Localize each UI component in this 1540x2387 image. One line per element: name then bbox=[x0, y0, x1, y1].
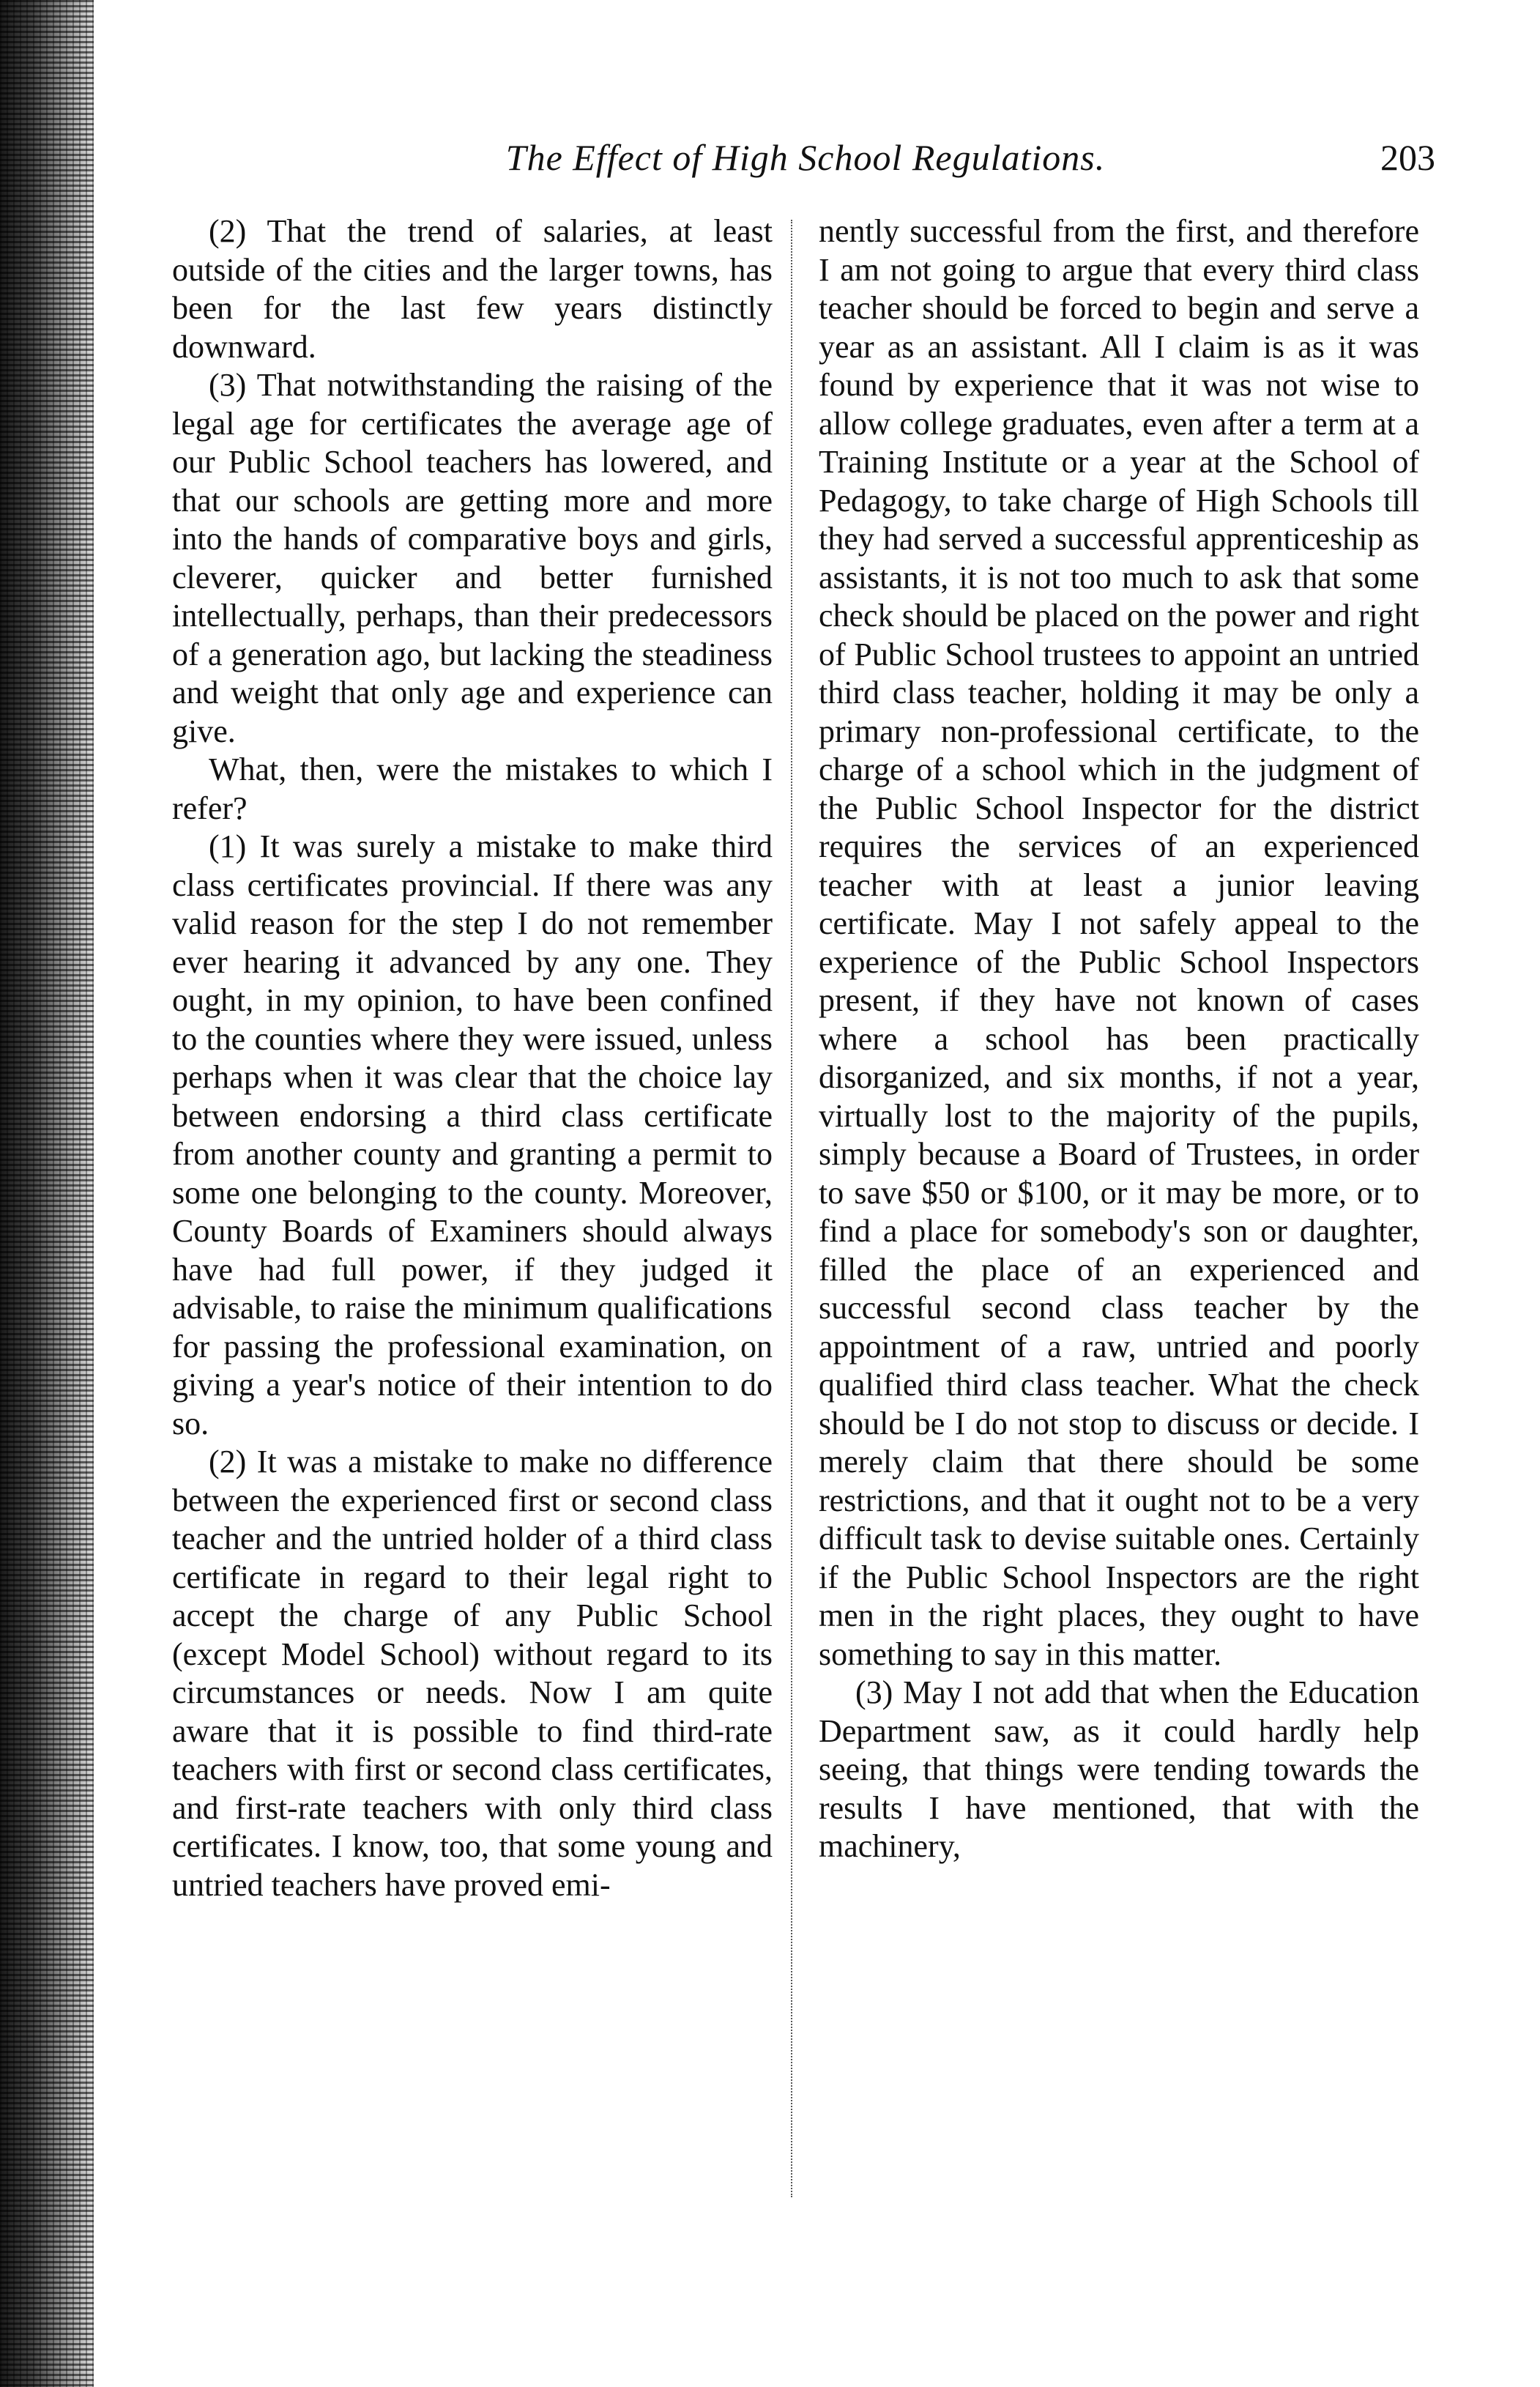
paragraph: (1) It was surely a mistake to make third class certificates provincial. If there was any valid reason for the step I do not remember ever hearing it advanced by any one. They ought, in my opinion, to have been confined to the counties where they were issued, unless perhaps when it was clear that the choice lay between endorsing a third class certificate from another county and granting a permit to some one belonging to the county. Moreover, County Boards of Examiners should always have had full power, if they judged it advisable, to raise the minimum qualifications for passing the professional examination, on giving a year's notice of their intention to do so. bbox=[172, 828, 773, 1441]
paragraph: What, then, were the mistakes to which I refer? bbox=[172, 751, 773, 826]
running-title: The Effect of High School Regulations. bbox=[505, 137, 1106, 178]
right-column bbox=[819, 212, 1419, 1866]
paragraph: (2) It was a mistake to make no difference between the experienced first or second class teacher and the untried holder of a third class certificate in regard to their legal right to accept the charge of any Public School (except Model School) without regard to its circumstances or needs. Now I am quite aware that it is possible to find third-rate teachers with first or second class certificates, and first-rate teachers with only third class certificates. I know, too, that some young and untried teachers have proved emi- bbox=[172, 1444, 773, 1903]
running-head bbox=[176, 128, 1435, 187]
paragraph: (2) That the trend of salaries, at least outside of the cities and the larger towns, has been for the last few years distinctly downward. bbox=[172, 213, 773, 365]
paragraph: (3) That notwithstanding the raising of the legal age for certificates the average age of our Public School teachers has lowered, and that our schools are getting more and more into the hands of comparative boys and girls, cleverer, quicker and better furnished intellectually, perhaps, than their predecessors of a generation ago, but lacking the steadiness and weight that only age and experience can give. bbox=[172, 367, 773, 749]
paragraph: (3) May I not add that when the Education Department saw, as it could hardly help seeing, that things were tending towards the results I have mentioned, that with the machinery, bbox=[819, 1674, 1419, 1864]
paragraph: nently successful from the first, and therefore I am not going to argue that every third class teacher should be forced to begin and serve a year as an assistant. All I claim is as it was found by experience that it was not wise to allow college graduates, even after a term at a Training Institute or a year at the School of Pedagogy, to take charge of High Schools till they had served a successful apprenticeship as assistants, it is not too much to ask that some check should be placed on the power and right of Public School trustees to appoint an untried third class teacher, holding it may be only a primary non-professional certificate, to the charge of a school which in the judgment of the Public School Inspector for the district requires the services of an experienced teacher with at least a junior leaving certificate. May I not safely appeal to the experience of the Public School Inspectors present, if they have not known of cases where a school has been practically disorganized, and six months, if not a year, virtually lost to the majority of the pupils, simply because a Board of Trustees, in order to save $50 or $100, or it may be more, or to find a place for somebody's son or daughter, filled the place of an experienced and successful second class teacher by the appointment of a raw, untried and poorly qualified third class teacher. What the check should be I do not stop to discuss or decide. I merely claim that there should be some restrictions, and that it ought not to be a very difficult task to devise suitable ones. Certainly if the Public School Inspectors are the right men in the right places, they ought to have something to say in this matter. bbox=[819, 213, 1419, 1672]
page-number: 203 bbox=[1380, 137, 1435, 178]
page-binding-edge bbox=[0, 0, 94, 2387]
column-divider bbox=[791, 220, 792, 2197]
left-column bbox=[172, 212, 773, 1904]
